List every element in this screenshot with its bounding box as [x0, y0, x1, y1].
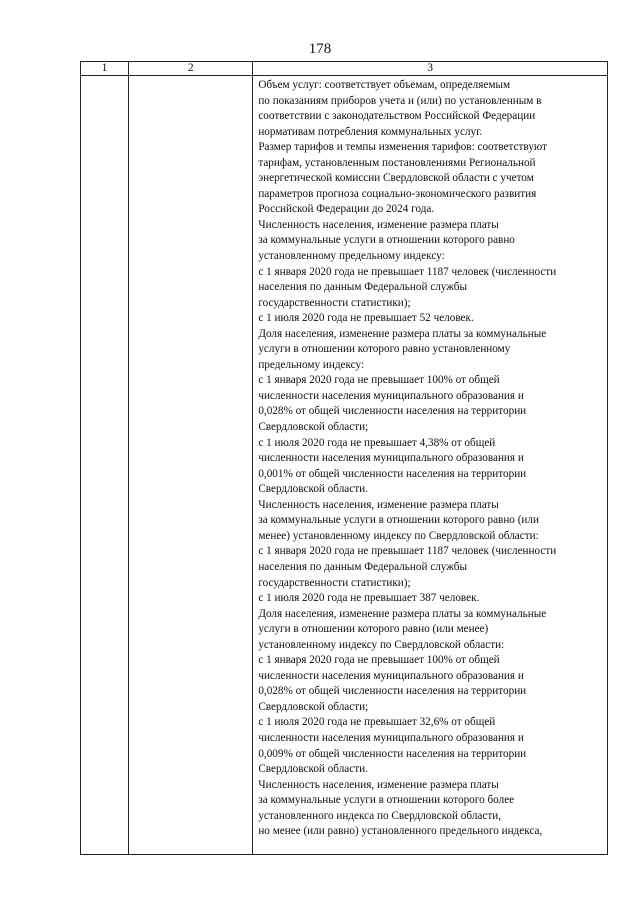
- table-header-row: [81, 62, 608, 76]
- text-line: с 1 января 2020 года не превышает 100% от общей: [258, 654, 500, 667]
- column-header-2: 2: [129, 62, 253, 76]
- text-line: с 1 июля 2020 года не превышает 387 человек.: [258, 592, 480, 605]
- text-line: населения по данным Федеральной службы: [258, 281, 468, 294]
- text-line: Свердловской области;: [258, 421, 369, 434]
- text-line: 0,009% от общей численности населения на территории: [258, 747, 527, 760]
- text-line: энергетической комиссии Свердловской области с учетом: [258, 172, 534, 185]
- text-line: государственности статистики);: [258, 576, 411, 589]
- text-line: с 1 июля 2020 года не превышает 4,38% от общей: [258, 436, 496, 449]
- column-header-1: 1: [81, 62, 129, 76]
- text-line: Численность населения, изменение размера платы: [258, 498, 499, 511]
- text-line: 0,001% от общей численности населения на территории: [258, 467, 527, 480]
- text-line: Численность населения, изменение размера платы: [258, 218, 499, 231]
- text-line: предельному индексу:: [258, 358, 365, 371]
- column-header-3: 3: [253, 62, 608, 76]
- text-line: Объем услуг: соответствует объемам, определяемым: [258, 79, 511, 91]
- text-line: численности населения муниципального образования и: [258, 452, 524, 465]
- text-line: с 1 января 2020 года не превышает 1187 человек (численности: [258, 545, 557, 558]
- text-line: нормативам потребления коммунальных услуг.: [258, 125, 483, 138]
- text-line: но менее (или равно) установленного предельного индекса,: [258, 825, 543, 838]
- text-line: Численность населения, изменение размера платы: [258, 778, 499, 791]
- cell-text-block: [253, 76, 607, 840]
- text-line: с 1 января 2020 года не превышает 100% от общей: [258, 374, 500, 387]
- text-line: Доля населения, изменение размера платы за коммунальные: [258, 327, 547, 340]
- text-line: государственности статистики);: [258, 296, 411, 309]
- text-line: установленному индексу по Свердловской области:: [258, 638, 505, 651]
- text-line: услуги в отношении которого равно установленному: [258, 343, 511, 356]
- text-line: Российской Федерации до 2024 года.: [258, 203, 435, 216]
- text-line: Размер тарифов и темпы изменения тарифов: соответствуют: [258, 141, 548, 154]
- table-cell-col2: [129, 76, 253, 855]
- text-line: менее) установленному индексу по Свердловской области:: [258, 529, 539, 542]
- text-line: численности населения муниципального образования и: [258, 389, 524, 402]
- text-line: Свердловской области.: [258, 763, 368, 776]
- text-line: за коммунальные услуги в отношении которого более: [258, 794, 515, 807]
- table-cell-col1: [81, 76, 129, 855]
- page-number: 178: [308, 41, 332, 57]
- text-line: Свердловской области.: [258, 483, 368, 496]
- text-line: с 1 июля 2020 года не превышает 32,6% от общей: [258, 716, 496, 729]
- text-line: населения по данным Федеральной службы: [258, 560, 468, 573]
- text-line: численности населения муниципального образования и: [258, 731, 524, 744]
- text-line: численности населения муниципального образования и: [258, 669, 524, 682]
- text-line: по показаниям приборов учета и (или) по установленным в: [258, 94, 542, 107]
- table-row: [81, 76, 608, 855]
- text-line: параметров прогноза социально-экономического развития: [258, 187, 537, 200]
- text-line: 0,028% от общей численности населения на территории: [258, 405, 527, 418]
- text-line: услуги в отношении которого равно (или менее): [258, 623, 489, 636]
- text-line: Доля населения, изменение размера платы за коммунальные: [258, 607, 547, 620]
- text-line: с 1 июля 2020 года не превышает 52 человек.: [258, 312, 474, 325]
- text-line: тарифам, установленным постановлениями Региональной: [258, 156, 536, 169]
- text-line: установленному предельному индексу:: [258, 250, 445, 263]
- text-line: Свердловской области;: [258, 700, 369, 713]
- text-line: установленного индекса по Свердловской области,: [258, 809, 502, 822]
- table-cell-col3: [253, 76, 608, 855]
- text-line: 0,028% от общей численности населения на территории: [258, 685, 527, 698]
- text-line: за коммунальные услуги в отношении которого равно: [258, 234, 515, 247]
- document-table: [80, 61, 608, 855]
- text-line: соответствии с законодательством Российской Федерации: [258, 110, 536, 123]
- text-line: за коммунальные услуги в отношении которого равно (или: [258, 514, 539, 527]
- text-line: с 1 января 2020 года не превышает 1187 человек (численности: [258, 265, 557, 278]
